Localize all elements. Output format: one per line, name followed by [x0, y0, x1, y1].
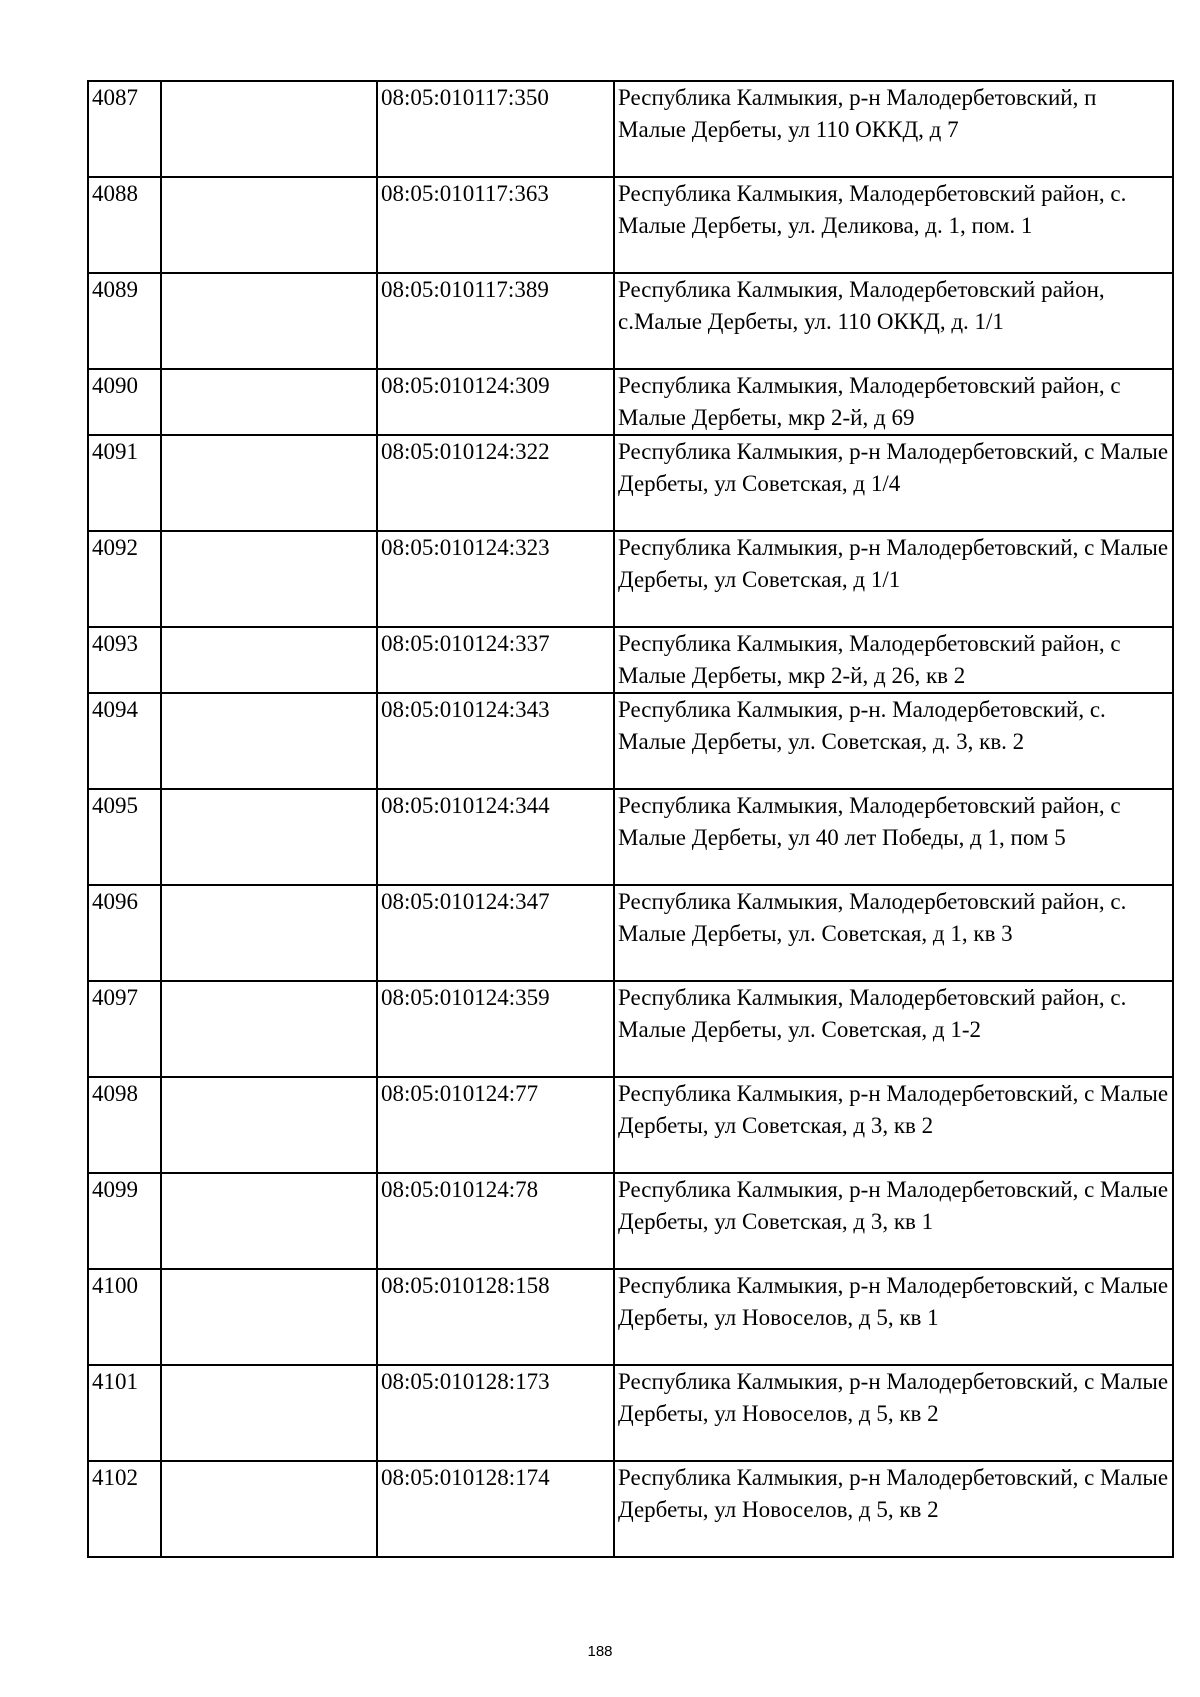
table-row: [88, 789, 1173, 885]
cadastral-number-cell: 08:05:010124:359: [377, 981, 614, 1077]
object-name-cell: [161, 435, 377, 531]
table-row: [88, 81, 1173, 177]
table-row: [88, 435, 1173, 531]
object-name-cell: [161, 1365, 377, 1461]
address-cell: Республика Калмыкия, р-н. Малодербетовский, с. Малые Дербеты, ул. Советская, д. 3, кв. 2: [614, 693, 1173, 789]
table-row: [88, 531, 1173, 627]
table-row: [88, 693, 1173, 789]
object-name-cell: [161, 885, 377, 981]
table-row: [88, 981, 1173, 1077]
object-name-cell: [161, 1173, 377, 1269]
cadastral-number-cell: 08:05:010117:363: [377, 177, 614, 273]
cadastral-number-cell: 08:05:010117:389: [377, 273, 614, 369]
object-name-cell: [161, 369, 377, 435]
cadastral-number-cell: 08:05:010124:337: [377, 627, 614, 693]
row-number-cell: 4097: [88, 981, 161, 1077]
table-row: [88, 1365, 1173, 1461]
table-row: [88, 627, 1173, 693]
address-cell: Республика Калмыкия, р-н Малодербетовский, с Малые Дербеты, ул Новоселов, д 5, кв 2: [614, 1461, 1173, 1557]
address-cell: Республика Калмыкия, р-н Малодербетовский, с Малые Дербеты, ул Советская, д 1/4: [614, 435, 1173, 531]
cadastral-number-cell: 08:05:010128:174: [377, 1461, 614, 1557]
address-cell: Республика Калмыкия, р-н Малодербетовский, с Малые Дербеты, ул Советская, д 3, кв 1: [614, 1173, 1173, 1269]
row-number-cell: 4095: [88, 789, 161, 885]
address-cell: Республика Калмыкия, р-н Малодербетовский, с Малые Дербеты, ул Советская, д 1/1: [614, 531, 1173, 627]
row-number-cell: 4089: [88, 273, 161, 369]
cadastral-number-cell: 08:05:010128:158: [377, 1269, 614, 1365]
object-name-cell: [161, 81, 377, 177]
cadastral-number-cell: 08:05:010124:343: [377, 693, 614, 789]
object-name-cell: [161, 1269, 377, 1365]
cadastral-number-cell: 08:05:010117:350: [377, 81, 614, 177]
address-cell: Республика Калмыкия, р-н Малодербетовский, с Малые Дербеты, ул Новоселов, д 5, кв 2: [614, 1365, 1173, 1461]
row-number-cell: 4088: [88, 177, 161, 273]
row-number-cell: 4093: [88, 627, 161, 693]
table-body: [88, 81, 1173, 1557]
row-number-cell: 4094: [88, 693, 161, 789]
address-cell: Республика Калмыкия, р-н Малодербетовский, с Малые Дербеты, ул Новоселов, д 5, кв 1: [614, 1269, 1173, 1365]
cadastral-number-cell: 08:05:010128:173: [377, 1365, 614, 1461]
object-name-cell: [161, 1077, 377, 1173]
cadastral-number-cell: 08:05:010124:322: [377, 435, 614, 531]
table-row: [88, 273, 1173, 369]
address-cell: Республика Калмыкия, Малодербетовский район, с. Малые Дербеты, ул. Советская, д 1-2: [614, 981, 1173, 1077]
row-number-cell: 4098: [88, 1077, 161, 1173]
cadastral-number-cell: 08:05:010124:78: [377, 1173, 614, 1269]
row-number-cell: 4090: [88, 369, 161, 435]
object-name-cell: [161, 627, 377, 693]
table-row: [88, 1269, 1173, 1365]
row-number-cell: 4087: [88, 81, 161, 177]
object-name-cell: [161, 1461, 377, 1557]
table-row: [88, 177, 1173, 273]
table-row: [88, 885, 1173, 981]
object-name-cell: [161, 981, 377, 1077]
property-table: [87, 80, 1174, 1558]
cadastral-number-cell: 08:05:010124:323: [377, 531, 614, 627]
cadastral-number-cell: 08:05:010124:77: [377, 1077, 614, 1173]
address-cell: Республика Калмыкия, Малодербетовский район, с.Малые Дербеты, ул. 110 ОККД, д. 1/1: [614, 273, 1173, 369]
table-row: [88, 1461, 1173, 1557]
object-name-cell: [161, 177, 377, 273]
address-cell: Республика Калмыкия, Малодербетовский район, с Малые Дербеты, ул 40 лет Победы, д 1, пом 5: [614, 789, 1173, 885]
row-number-cell: 4102: [88, 1461, 161, 1557]
address-cell: Республика Калмыкия, Малодербетовский район, с Малые Дербеты, мкр 2-й, д 26, кв 2: [614, 627, 1173, 693]
address-cell: Республика Калмыкия, Малодербетовский район, с. Малые Дербеты, ул. Деликова, д. 1, пом. 1: [614, 177, 1173, 273]
row-number-cell: 4091: [88, 435, 161, 531]
object-name-cell: [161, 693, 377, 789]
row-number-cell: 4101: [88, 1365, 161, 1461]
row-number-cell: 4099: [88, 1173, 161, 1269]
address-cell: Республика Калмыкия, р-н Малодербетовский, п Малые Дербеты, ул 110 ОККД, д 7: [614, 81, 1173, 177]
object-name-cell: [161, 273, 377, 369]
object-name-cell: [161, 789, 377, 885]
address-cell: Республика Калмыкия, р-н Малодербетовский, с Малые Дербеты, ул Советская, д 3, кв 2: [614, 1077, 1173, 1173]
cadastral-number-cell: 08:05:010124:344: [377, 789, 614, 885]
address-cell: Республика Калмыкия, Малодербетовский район, с Малые Дербеты, мкр 2-й, д 69: [614, 369, 1173, 435]
page-number: 188: [587, 1643, 613, 1660]
cadastral-number-cell: 08:05:010124:347: [377, 885, 614, 981]
address-cell: Республика Калмыкия, Малодербетовский район, с. Малые Дербеты, ул. Советская, д 1, кв 3: [614, 885, 1173, 981]
row-number-cell: 4092: [88, 531, 161, 627]
row-number-cell: 4100: [88, 1269, 161, 1365]
row-number-cell: 4096: [88, 885, 161, 981]
table-row: [88, 1173, 1173, 1269]
cadastral-number-cell: 08:05:010124:309: [377, 369, 614, 435]
table-row: [88, 1077, 1173, 1173]
table-row: [88, 369, 1173, 435]
object-name-cell: [161, 531, 377, 627]
